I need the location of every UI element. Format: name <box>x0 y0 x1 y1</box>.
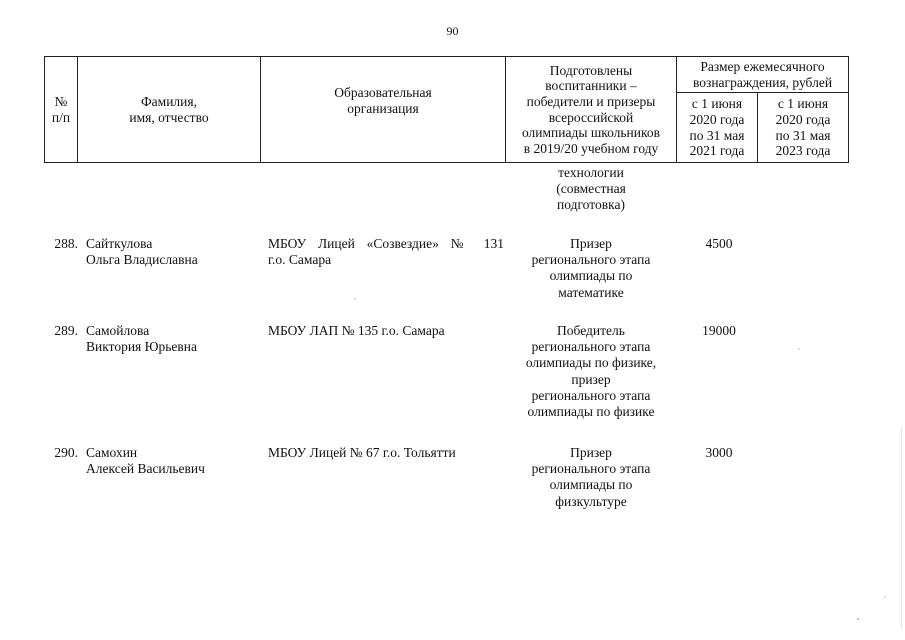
name-line: Виктория Юрьевна <box>86 339 198 355</box>
row-name <box>86 236 256 268</box>
header-period-line: по 31 мая <box>689 127 745 143</box>
header-achievement-line: победители и призеры <box>526 93 656 109</box>
header-number-line: п/п <box>51 109 71 125</box>
header-name-line: Фамилия, <box>141 93 197 109</box>
achievement-line: олимпиады по <box>549 268 633 284</box>
header-achievement-line: воспитанники – <box>545 78 637 94</box>
header-achievement-line: олимпиады школьников <box>521 125 660 141</box>
row-achievement <box>508 445 674 510</box>
header-organization-line: Образовательная <box>334 85 432 100</box>
achievement-line: Победитель <box>557 323 625 338</box>
header-organization-line: организация <box>347 100 419 116</box>
achievement-line: физкультуре <box>555 493 627 509</box>
header-period-line: с 1 июня <box>777 96 829 112</box>
page-number: 90 <box>446 24 459 38</box>
table-header <box>44 56 849 163</box>
header-period-line: 2023 года <box>775 143 831 159</box>
header-period-line: 2021 года <box>689 143 745 159</box>
header-organization <box>261 57 506 163</box>
row-amount-2021: 3000 <box>705 445 733 460</box>
achievement-line: призер <box>571 371 611 387</box>
scan-edge-line <box>901 428 902 628</box>
achievement-line: регионального этапа <box>531 252 651 268</box>
header-period-2021 <box>677 93 758 163</box>
header-achievement-line: всероссийской <box>548 109 634 125</box>
header-number-line: № <box>54 93 68 109</box>
organization-line: МБОУ Лицей № 67 г.о. Тольятти <box>268 445 456 460</box>
organization-line: МБОУ Лицей «Созвездие» № 131 <box>268 236 504 251</box>
row-name <box>86 445 256 477</box>
header-period-line: по 31 мая <box>775 127 831 143</box>
scan-speck <box>857 618 859 620</box>
row-number: 290. <box>54 445 78 460</box>
header-period-2023 <box>758 93 849 163</box>
organization-line: г.о. Самара <box>268 252 332 268</box>
name-line: Алексей Васильевич <box>86 461 205 477</box>
header-name <box>78 57 261 163</box>
row-achievement <box>508 323 674 420</box>
achievement-line: Призер <box>570 445 612 460</box>
achievement-line: математике <box>558 284 624 300</box>
header-achievement-line: в 2019/20 учебном году <box>523 140 659 156</box>
name-line: Ольга Владиславна <box>86 252 198 268</box>
header-reward <box>677 57 849 93</box>
achievement-line: олимпиады по физике, <box>525 355 657 371</box>
achievement-line: олимпиады по <box>549 477 633 493</box>
name-line: Самохин <box>86 445 138 460</box>
header-number <box>45 57 78 163</box>
row-number: 288. <box>54 236 78 251</box>
achievement-line: регионального этапа <box>531 339 651 355</box>
name-line: Самойлова <box>86 323 150 338</box>
header-achievement-line: Подготовлены <box>549 62 633 78</box>
header-period-line: 2020 года <box>689 111 745 127</box>
row-achievement <box>508 236 674 301</box>
achievement-line: регионального этапа <box>531 461 651 477</box>
achievement-line: Призер <box>570 236 612 251</box>
row-organization <box>268 236 504 268</box>
header-period-line: 2020 года <box>775 111 831 127</box>
header-reward-line: Размер ежемесячного <box>700 58 825 74</box>
row-organization <box>268 323 504 339</box>
scan-speck <box>798 348 800 350</box>
row-amount-2021: 19000 <box>702 323 736 338</box>
header-period-line: с 1 июня <box>691 96 743 112</box>
achievement-line: подготовка) <box>557 197 625 213</box>
row-organization <box>268 445 504 461</box>
achievement-line: технологии <box>558 165 624 180</box>
header-name-line: имя, отчество <box>129 109 209 125</box>
header-achievement <box>506 57 677 163</box>
scan-speck <box>884 596 886 598</box>
achievement-line: регионального этапа <box>531 387 651 403</box>
row-amount-2021: 4500 <box>705 236 733 251</box>
name-line: Сайткулова <box>86 236 153 251</box>
row-number: 289. <box>54 323 78 338</box>
achievement-line: (совместная <box>556 181 626 197</box>
scan-speck <box>354 298 356 300</box>
row-name <box>86 323 256 355</box>
header-reward-line: вознаграждения, рублей <box>692 74 833 90</box>
achievement-line: олимпиады по физике <box>527 403 655 419</box>
continuation-achievement <box>508 165 674 214</box>
organization-line: МБОУ ЛАП № 135 г.о. Самара <box>268 323 445 338</box>
